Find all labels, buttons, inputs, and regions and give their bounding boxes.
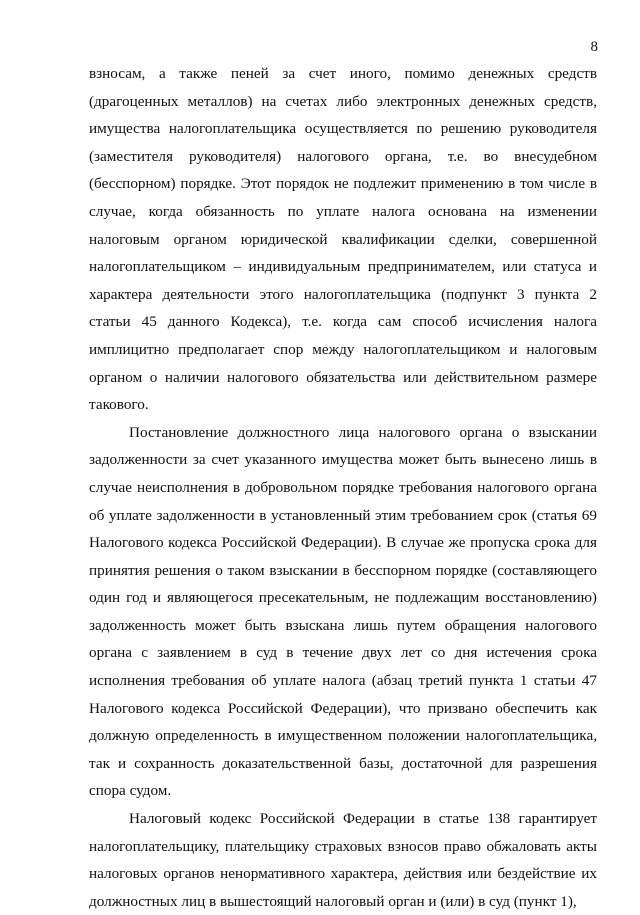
paragraph-collection-order: Постановление должностного лица налогового органа о взыскании задолженности за счет указанного имущества может быть вынесено лишь в случае неисполнения в добровольном порядке требования налогового органа об уплате задолженности в установленный этим требованием срок (статья 69 Налогового кодекса Российской Федерации). В случае же пропуска срока для принятия решения о таком взыскании в бесспорном порядке (составляющего один год и являющегося пресекательным, не подлежащим восстановлению) задолженность может быть взыскана лишь путем обращения налогового органа с заявлением в суд в течение двух лет со дня истечения срока исполнения требования об уплате налога (абзац третий пункта 1 статьи 47 Налогового кодекса Российской Федерации), что призвано обеспечить как должную определенность в имущественном положении налогоплательщика, так и сохранность доказательственной базы, достаточной для разрешения спора судом. xyxy=(89,423,597,800)
page-number: 8 xyxy=(590,39,598,55)
paragraph-continuation: взносам, а также пеней за счет иного, помимо денежных средств (драгоценных металлов) на счетах либо электронных денежных средств, имущества налогоплательщика осуществляется по решению руководителя (заместителя руководителя) налогового органа, т.е. во внесудебном (бесспорном) порядке. Этот порядок не подлежит применению в том числе в случае, когда обязанность по уплате налога основана на изменении налоговым органом юридической квалификации сделки, совершенной налогоплательщиком – индивидуальным предпринимателем, или статуса и характера деятельности этого налогоплательщика (подпункт 3 пункта 2 статьи 45 данного Кодекса), т.е. когда сам способ исчисления налога имплицитно предполагает спор между налогоплательщиком и налоговым органом о наличии налогового обязательства или действительном размере такового. xyxy=(89,65,597,414)
document-body xyxy=(89,60,597,915)
paragraph-appeal-rights: Налоговый кодекс Российской Федерации в статье 138 гарантирует налогоплательщику, плательщику страховых взносов право обжаловать акты налоговых органов ненормативного характера, действия или бездействие их должностных лиц в вышестоящий налоговый орган и (или) в суд (пункт 1), xyxy=(89,810,597,910)
